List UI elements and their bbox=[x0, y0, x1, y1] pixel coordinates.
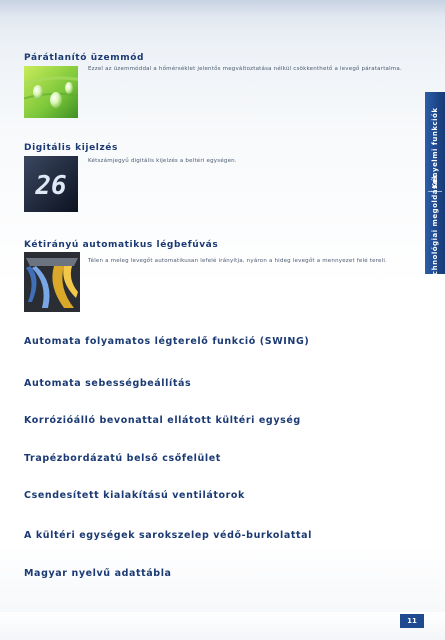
list-item: Csendesített kialakítású ventilátorok bbox=[24, 490, 245, 501]
side-label-technology: Új technológiai megoldások bbox=[431, 173, 439, 297]
list-item: Trapézbordázatú belső csőfelület bbox=[24, 453, 221, 464]
feature-title-airflow: Kétirányú automatikus légbefúvás bbox=[24, 240, 219, 250]
airflow-diagram-image bbox=[24, 252, 80, 312]
feature-desc-display: Kétszámjegyű digitális kijelzés a beltéri egységen. bbox=[88, 158, 237, 164]
side-label-comfort: Kényelmi funkciók bbox=[431, 107, 439, 189]
display-digits: 26 bbox=[35, 171, 67, 201]
list-item: Magyar nyelvű adattábla bbox=[24, 568, 172, 579]
digital-display-image bbox=[24, 156, 78, 212]
list-item: A kültéri egységek sarokszelep védő-burkolattal bbox=[24, 530, 313, 541]
footer-bar bbox=[0, 612, 445, 640]
dew-drops-leaf-image bbox=[24, 66, 78, 118]
feature-title-dehumidify: Párátlanító üzemmód bbox=[24, 53, 145, 63]
page-number: 11 bbox=[400, 614, 424, 628]
feature-title-display: Digitális kijelzés bbox=[24, 143, 118, 153]
list-item: Automata sebességbeállítás bbox=[24, 378, 192, 389]
list-item: Korrózióálló bevonattal ellátott kültéri egység bbox=[24, 415, 301, 426]
top-band bbox=[0, 0, 445, 30]
list-item: Automata folyamatos légterelő funkció (SWING) bbox=[24, 336, 310, 347]
feature-desc-airflow: Télen a meleg levegőt automatikusan lefelé irányítja, nyáron a hideg levegőt a mennyezet felé tereli. bbox=[88, 258, 388, 264]
side-tab bbox=[425, 92, 445, 297]
feature-desc-dehumidify: Ezzel az üzemmóddal a hőmérséklet jelentős megváltoztatása nélkül csökkenthető a levegő páratartalma. bbox=[88, 66, 402, 72]
